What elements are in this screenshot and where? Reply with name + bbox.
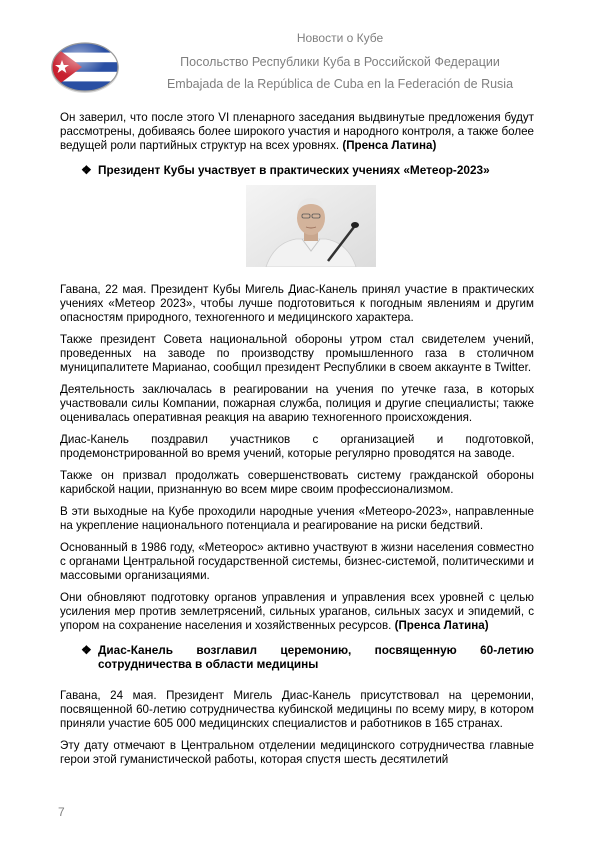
article1-photo-container (60, 185, 534, 267)
intro-source: (Пренса Латина) (342, 139, 437, 152)
article2-paragraph: Эту дату отмечают в Центральном отделении медицинского сотрудничества главные герои этой гуманистической работы, которая спустя шесть десятилетий (60, 739, 534, 766)
diamond-bullet-icon: ❖ (81, 163, 92, 177)
article1-source: (Пренса Латина) (394, 619, 489, 632)
header-embassy-ru: Посольство Республики Куба в Российской Федерации (180, 55, 500, 69)
article1-paragraph: Диас-Канель поздравил участников с организацией и подготовкой, продемонстрированной во время учений, которые регулярно проводятся на заводе. (60, 433, 534, 460)
article1-last-paragraph (60, 591, 534, 633)
article1-paragraph: Гавана, 22 мая. Президент Кубы Мигель Диас-Канель принял участие в практических учениях «Метеор 2023», чтобы лучше подготовиться к погодным явлениям и другим опасностям природного, техногенного и медицинского характера. (60, 283, 534, 324)
article2-paragraph: Гавана, 24 мая. Президент Мигель Диас-Канель присутствовал на церемонии, посвященной 60-летию сотрудничества кубинской медицины по всему миру, в котором приняли участие 605 000 медицинских специалистов и работников в 165 странах. (60, 689, 534, 730)
article2-heading (60, 643, 534, 671)
article1-paragraph: Также он призвал продолжать совершенствовать систему гражданской обороны карибской нации, признанную во всем мире своим профессионализмом. (60, 469, 534, 496)
page-number: 7 (58, 805, 65, 819)
article1-last-text: Они обновляют подготовку органов управления и управления всех уровней с целью усиления мер против землетрясений, сильных ураганов, сильных засух и эпидемий, с упором на сохранение населения и хозяйственных ресурсов. (60, 591, 534, 632)
diamond-bullet-icon: ❖ (81, 643, 92, 657)
president-photo (246, 185, 376, 267)
page-content (60, 111, 534, 775)
article1-paragraph: В эти выходные на Кубе проходили народные учения «Метеоро-2023», направленные на укрепление национального потенциала и реагирование на риски бедствий. (60, 505, 534, 532)
article1-paragraph: Также президент Совета национальной обороны утром стал свидетелем учений, проведенных на заводе по производству промышленного газа в столичном муниципалитете Марианао, сообщил президент Республики в своем аккаунте в Twitter. (60, 333, 534, 374)
page-header (0, 0, 604, 100)
article1-paragraph: Основанный в 1986 году, «Метеорос» активно участвуют в жизни населения совместно с органами Центральной государственной системы, бизнес-системой, политическими и массовыми организациями. (60, 541, 534, 582)
intro-paragraph (60, 111, 534, 153)
article1-heading (60, 163, 534, 177)
cuba-flag-logo (50, 40, 120, 94)
header-title: Новости о Кубе (296, 31, 384, 45)
article2-title: Диас-Канель возглавил церемонию, посвященную 60-летию сотрудничества в области медицины (98, 643, 534, 671)
article1-paragraph: Деятельность заключалась в реагировании на учения по утечке газа, в которых участвовали силы Компании, пожарная служба, полиция и другие специалисты; также оценивалась оперативная реакция на аварию техногенного происхождения. (60, 383, 534, 424)
intro-text: Он заверил, что после этого VI пленарного заседания выдвинутые предложения будут рассмотрены, добиваясь более широкого участия и народного контроля, а также более ведущей роли партийных структур на всех уровнях. (60, 111, 534, 152)
header-embassy-es: Embajada de la República de Cuba en la Federación de Rusia (166, 77, 514, 91)
article1-title: Президент Кубы участвует в практических учениях «Метеор-2023» (98, 163, 490, 177)
